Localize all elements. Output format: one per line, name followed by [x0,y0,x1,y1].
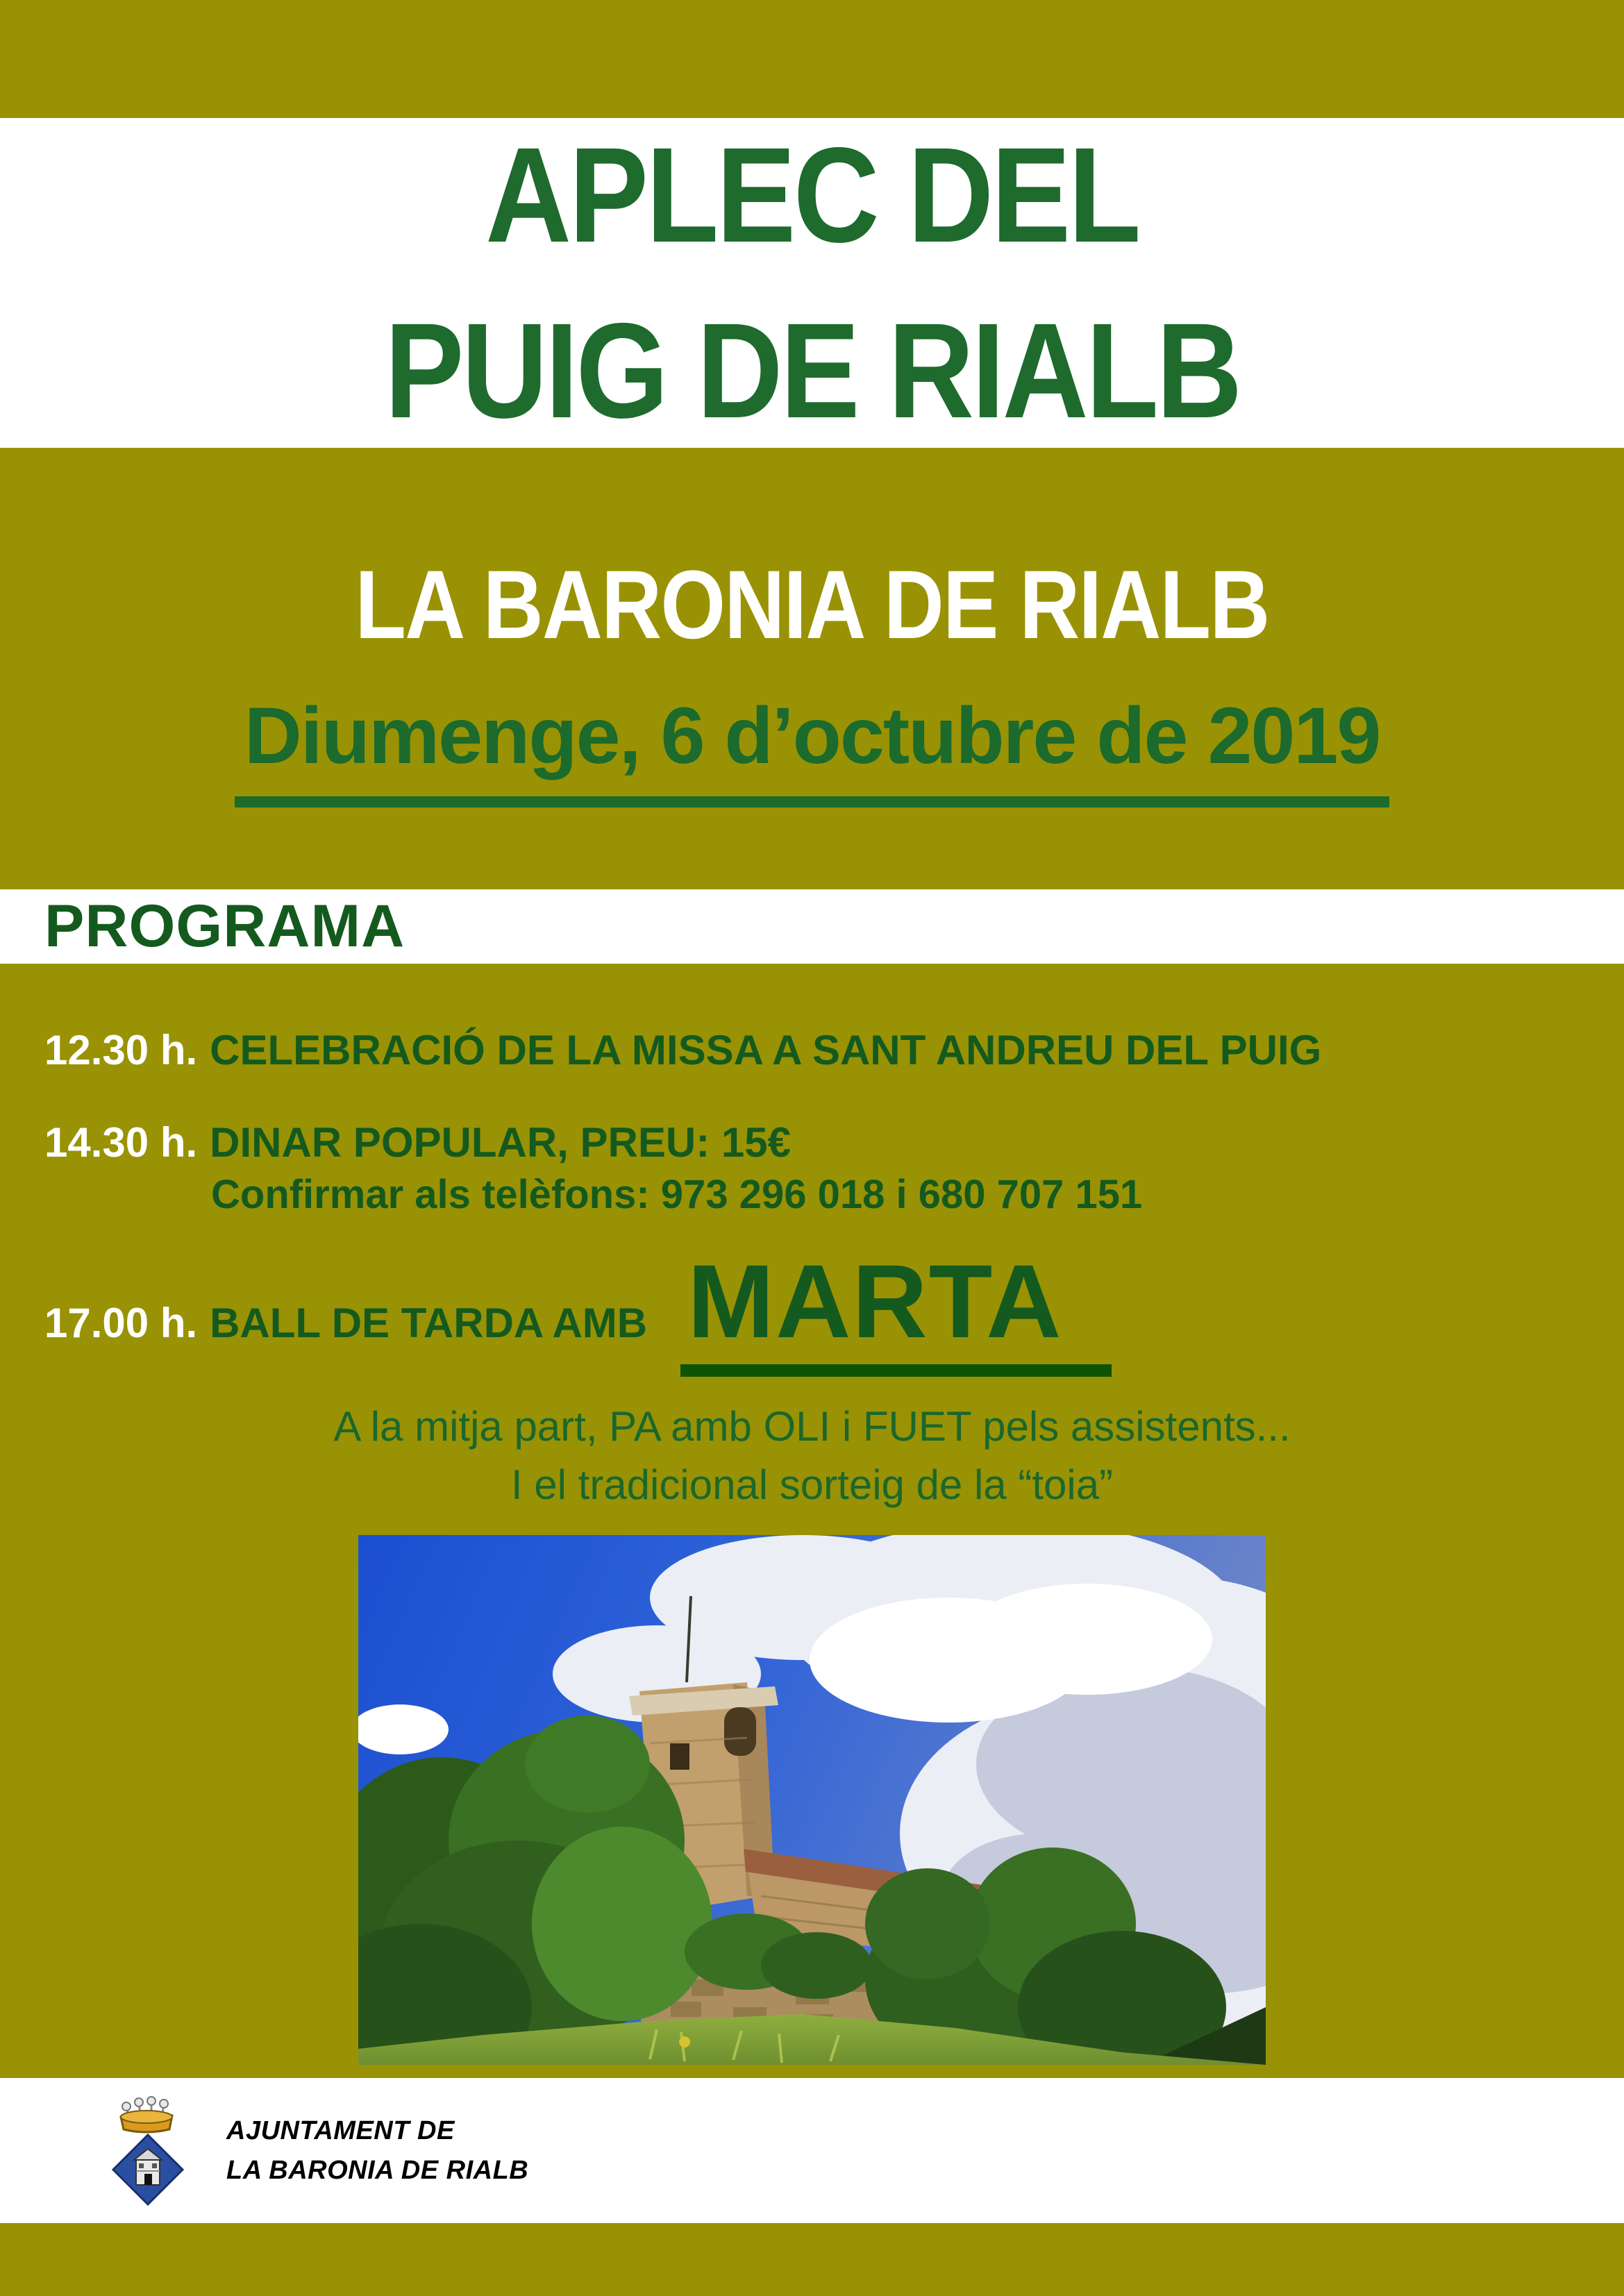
org-line1: AJUNTAMENT DE [226,2115,455,2145]
footer [0,2078,1624,2223]
date-row [0,688,1624,807]
extra-line2: I el tradicional sorteig de la “toia” [510,1461,1114,1508]
program-item-missa [44,1026,1624,1074]
program-label: DINAR POPULAR, PREU: 15€ [210,1119,791,1166]
org-line2: LA BARONIA DE RIALB [226,2155,529,2185]
program-time: 14.30 h. [44,1119,198,1166]
poster-title-line2: PUIG DE RIALB [384,294,1240,446]
program-band [0,889,1624,964]
program-item-dinar [44,1118,1624,1166]
program-label: BALL DE TARDA AMB [210,1299,648,1346]
bottom-olive-bar [0,2223,1624,2296]
extra-line1: A la mitja part, PA amb OLI i FUET pels assistents... [333,1402,1291,1450]
program-item-ball [44,1244,1624,1377]
event-date: Diumenge, 6 d’octubre de 2019 [235,688,1390,807]
church-photo-illustration [358,1535,1266,2065]
org-name [226,2111,528,2190]
main-olive-section [0,448,1624,2078]
church-photo [358,1535,1266,2065]
top-olive-bar [0,0,1624,118]
location-heading: LA BARONIA DE RIALB [355,550,1269,659]
program-heading: PROGRAMA [44,893,405,960]
extra-info [0,1398,1624,1514]
program-time: 17.00 h. [44,1299,198,1346]
coat-of-arms-icon [111,2096,185,2206]
program-note-phones: Confirmar als telèfons: 973 296 018 i 680 707 151 [211,1172,1143,1217]
title-band [0,118,1624,448]
program-label: CELEBRACIÓ DE LA MISSA A SANT ANDREU DEL PUIG [210,1027,1322,1073]
poster-title-line1: APLEC DEL [485,119,1139,271]
program-time: 12.30 h. [44,1027,198,1073]
performer-name: MARTA [680,1244,1111,1377]
program-list [0,964,1624,1377]
